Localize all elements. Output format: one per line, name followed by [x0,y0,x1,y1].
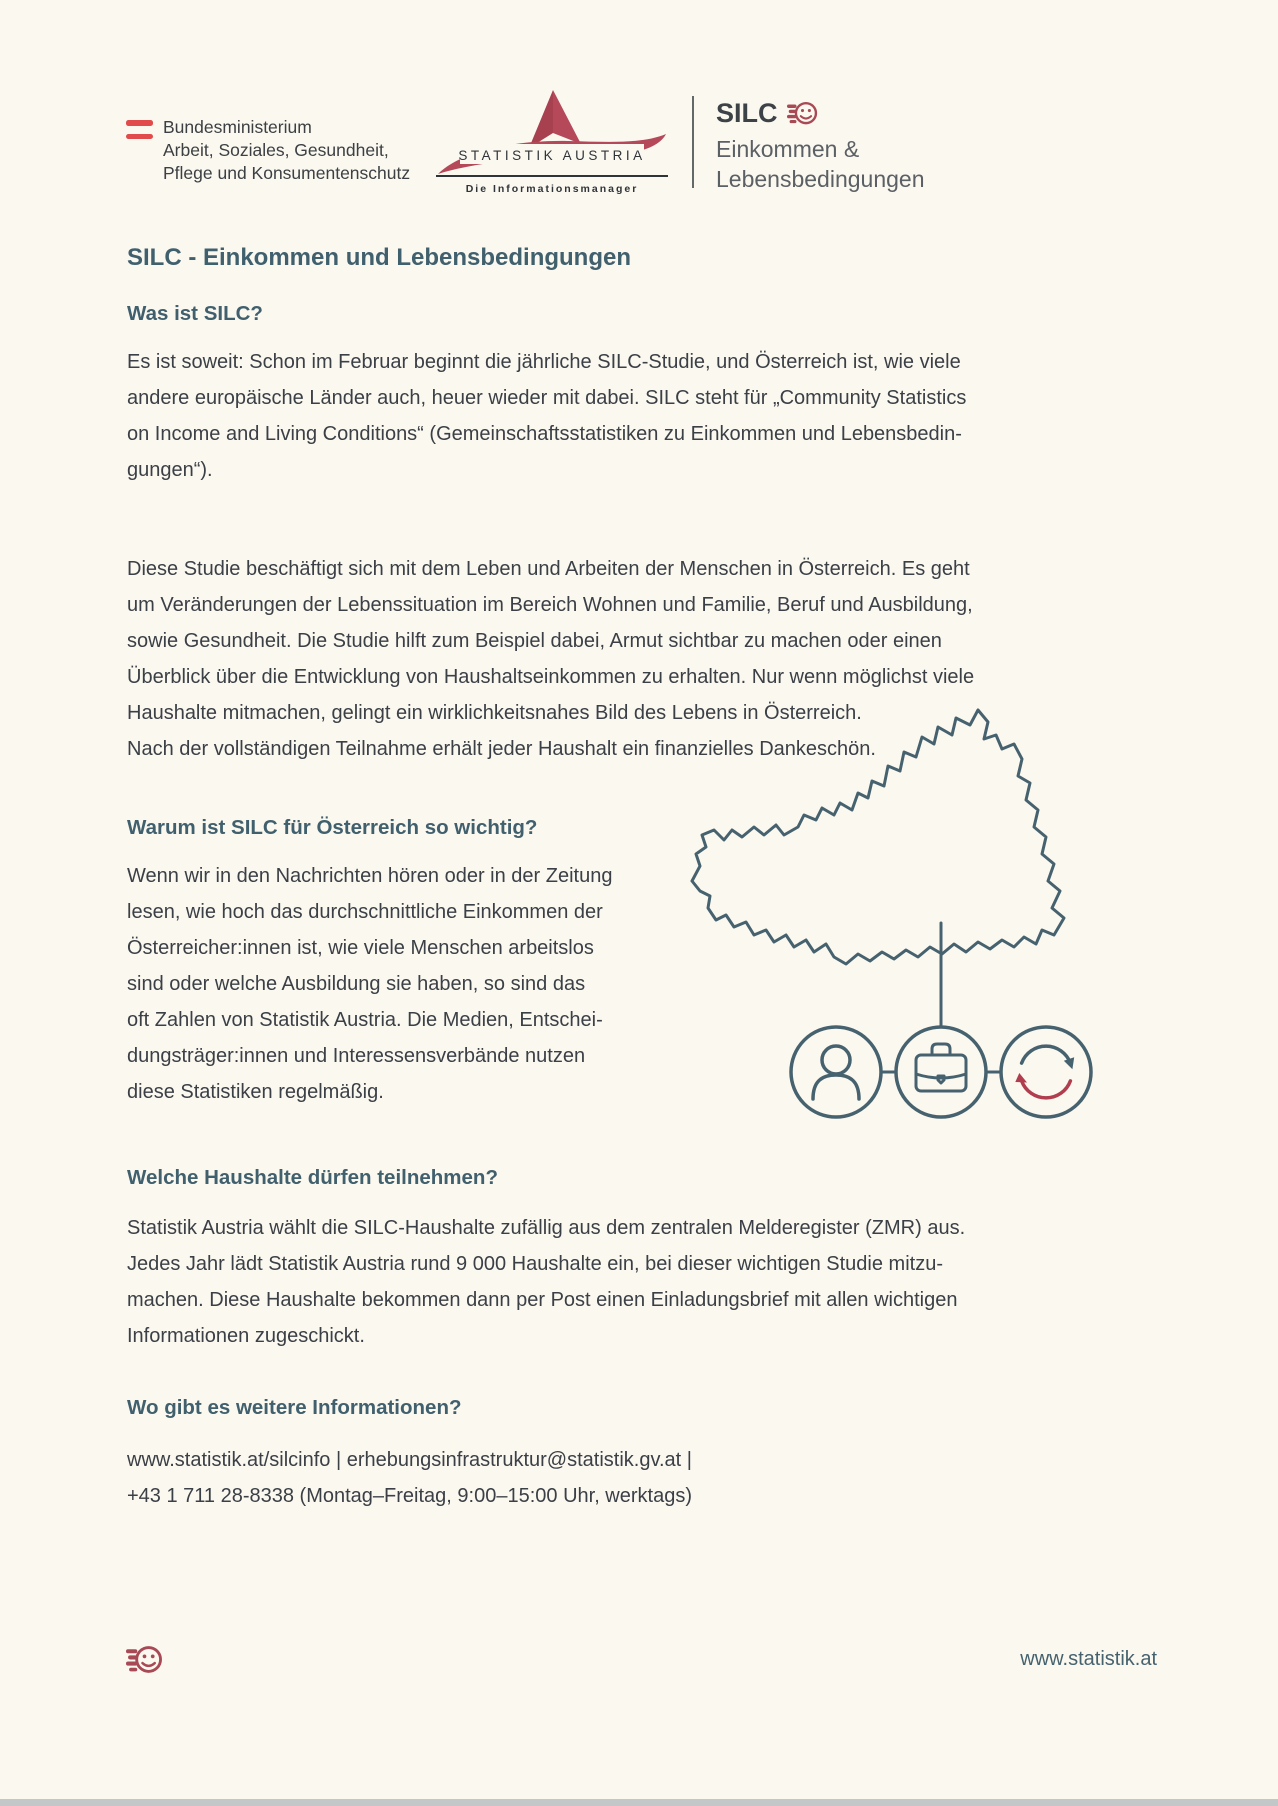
cycle-arrows-icon [1001,1027,1091,1117]
statistik-wordmark: STATISTIK AUSTRIA [458,148,646,163]
statistik-austria-arrow-icon [529,90,553,148]
contact-info [127,1442,692,1514]
ministry-line: Arbeit, Soziales, Gesundheit, [163,140,389,160]
text-line: Österreicher:innen ist, wie viele Menschen arbeitslos [127,937,594,959]
briefcase-icon [896,1027,986,1117]
section-heading-was-ist-silc: Was ist SILC? [127,302,263,325]
text-line: andere europäische Länder auch, heuer wieder mit dabei. SILC steht für „Community Statistics [127,387,967,409]
statistik-tagline: Die Informationsmanager [465,183,639,195]
cycle-arrow-tip-red [1015,1073,1027,1083]
header-divider [692,96,694,188]
paragraph-warum-wichtig [127,858,647,1110]
text-line: sowie Gesundheit. Die Studie hilft zum Beispiel dabei, Armut sichtbar zu machen oder einen [127,630,942,652]
text-line: lesen, wie hoch das durchschnittliche Einkommen der [127,901,603,923]
statistik-austria-logo [432,88,672,205]
silc-logo-block [716,98,924,194]
illustration-austria-statistics [680,698,1102,1130]
text-line: dungsträger:innen und Interessensverbände nutzen [127,1045,586,1067]
section-heading-warum-wichtig: Warum ist SILC für Österreich so wichtig? [127,816,538,839]
contact-phone-line: +43 1 711 28-8338 (Montag–Freitag, 9:00–15:00 Uhr, werktags) [127,1485,692,1507]
page-title: SILC - Einkommen und Lebensbedingungen [127,244,632,271]
text-line: Es ist soweit: Schon im Februar beginnt die jährliche SILC-Studie, und Österreich ist, wie viele [127,351,961,373]
ministry-logo [126,116,410,185]
austria-flag-icon [126,120,153,139]
silc-title: SILC [716,98,778,128]
person-icon [791,1027,881,1117]
text-line: Statistik Austria wählt die SILC-Haushalte zufällig aus dem zentralen Melderegister (ZMR) aus. [127,1217,966,1239]
ministry-line: Bundesministerium [163,117,312,137]
ministry-line: Pflege und Konsumentenschutz [163,163,411,183]
text-line: Haushalte mitmachen, gelingt ein wirklichkeitsnahes Bild des Lebens in Österreich. [127,702,862,724]
footer-silc-smiley-icon [126,1644,163,1682]
text-line: Überblick über die Entwicklung von Haushaltseinkommen zu erhalten. Nur wenn möglichst viele [127,666,975,688]
paragraph-welche-haushalte [127,1210,965,1354]
text-line: Jedes Jahr lädt Statistik Austria rund 9 000 Haushalte ein, bei dieser wichtigen Studie mitzu- [127,1253,943,1275]
text-line: Diese Studie beschäftigt sich mit dem Leben und Arbeiten der Menschen in Österreich. Es geht [127,558,970,580]
austria-map-outline [692,710,1064,964]
scan-edge-artifact [0,1799,1278,1806]
silc-smiley-icon [787,100,818,128]
text-line: Wenn wir in den Nachrichten hören oder in der Zeitung [127,865,613,887]
paragraph-was-ist-silc-1 [127,344,966,488]
text-line: Informationen zugeschickt. [127,1325,365,1347]
statistik-austria-arrow-icon [553,90,581,144]
contact-links-line: www.statistik.at/silcinfo | erhebungsinfrastruktur@statistik.gv.at | [127,1449,692,1471]
section-heading-weitere-informationen: Wo gibt es weitere Informationen? [127,1396,462,1419]
footer-website: www.statistik.at [1020,1648,1157,1670]
text-line: oft Zahlen von Statistik Austria. Die Medien, Entschei- [127,1009,603,1031]
statistik-austria-logo-graphic [432,88,672,200]
ministry-name [163,116,410,185]
text-line: sind oder welche Ausbildung sie haben, so sind das [127,973,586,995]
cycle-arrow-tip-teal [1064,1057,1074,1069]
silc-subtitle-line: Lebensbedingungen [716,166,925,192]
text-line: diese Statistiken regelmäßig. [127,1081,384,1103]
text-line: Nach der vollständigen Teilnahme erhält jeder Haushalt ein finanzielles Dankeschön. [127,738,876,760]
text-line: um Veränderungen der Lebenssituation im Bereich Wohnen und Familie, Beruf und Ausbildung, [127,594,973,616]
silc-subtitle-line: Einkommen & [716,136,860,162]
text-line: gungen“). [127,459,213,481]
section-heading-welche-haushalte: Welche Haushalte dürfen teilnehmen? [127,1166,498,1189]
text-line: on Income and Living Conditions“ (Gemeinschaftsstatistiken zu Einkommen und Lebensbedin- [127,423,962,445]
text-line: machen. Diese Haushalte bekommen dann per Post einen Einladungsbrief mit allen wichtigen [127,1289,958,1311]
